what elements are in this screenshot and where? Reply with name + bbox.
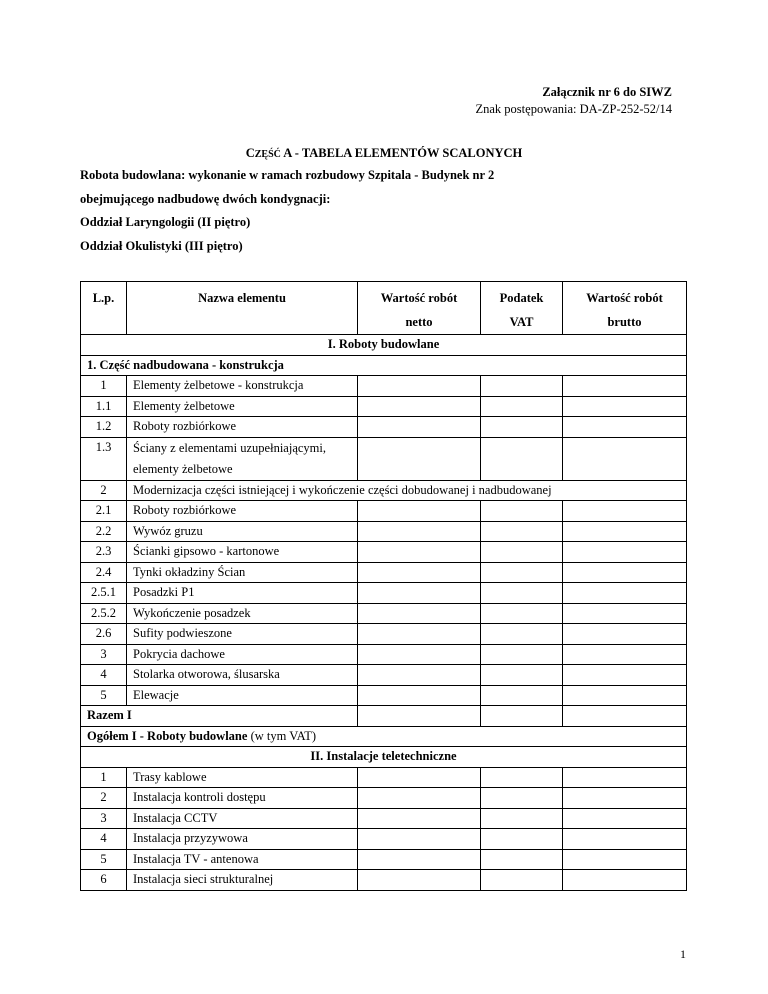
net-value-cell (358, 603, 481, 624)
gross-value-cell (563, 644, 687, 665)
net-value-cell (358, 501, 481, 522)
gross-value-cell (563, 849, 687, 870)
row-name: Roboty rozbiórkowe (127, 501, 358, 522)
row-lp: 1 (81, 767, 127, 788)
header-lp: L.p. (81, 282, 127, 335)
vat-cell (481, 603, 563, 624)
table-row (81, 562, 687, 583)
title-small-caps: ZĘŚĆ (254, 149, 281, 160)
gross-value-cell (563, 603, 687, 624)
net-value-cell (358, 396, 481, 417)
row-name: Elewacje (127, 685, 358, 706)
elements-table (80, 281, 687, 891)
table-row (81, 603, 687, 624)
header-net: Wartość robót netto (358, 282, 481, 335)
vat-cell (481, 542, 563, 563)
net-value-cell (358, 849, 481, 870)
net-value-cell (358, 808, 481, 829)
row-name: Ścianki gipsowo - kartonowe (127, 542, 358, 563)
row-lp: 1.2 (81, 417, 127, 438)
vat-cell (481, 583, 563, 604)
gross-value-cell (563, 665, 687, 686)
table-row (81, 767, 687, 788)
row-name: Instalacja TV - antenowa (127, 849, 358, 870)
vat-cell (481, 521, 563, 542)
gross-value-cell (563, 417, 687, 438)
title-first-letter: C (245, 146, 255, 160)
gross-value-cell (563, 501, 687, 522)
vat-cell (481, 562, 563, 583)
row-name: Elementy żelbetowe - konstrukcja (127, 376, 358, 397)
row-name: Trasy kablowe (127, 767, 358, 788)
net-value-cell (358, 417, 481, 438)
table-row (81, 665, 687, 686)
header-gross: Wartość robót brutto (563, 282, 687, 335)
gross-value-cell (563, 437, 687, 480)
section-title: I. Roboty budowlane (81, 335, 687, 356)
net-value-cell (358, 706, 481, 727)
table-row (81, 644, 687, 665)
attachment-label: Załącznik nr 6 do SIWZ (542, 85, 672, 99)
row-name: Posadzki P1 (127, 583, 358, 604)
row-lp: 2.6 (81, 624, 127, 645)
gross-value-cell (563, 808, 687, 829)
row-name: Tynki okładziny Ścian (127, 562, 358, 583)
row-name: Wywóz gruzu (127, 521, 358, 542)
table-row (81, 376, 687, 397)
vat-cell (481, 437, 563, 480)
net-value-cell (358, 685, 481, 706)
table-row (81, 417, 687, 438)
row-name: Instalacja przyzywowa (127, 829, 358, 850)
header-name: Nazwa elementu (127, 282, 358, 335)
row-name: Instalacja sieci strukturalnej (127, 870, 358, 891)
row-name: Roboty rozbiórkowe (127, 417, 358, 438)
row-lp: 2.3 (81, 542, 127, 563)
vat-cell (481, 808, 563, 829)
row-name: Modernizacja części istniejącej i wykończenie części dobudowanej i nadbudowanej (127, 480, 687, 501)
section-title: II. Instalacje teletechniczne (81, 747, 687, 768)
gross-value-cell (563, 583, 687, 604)
row-name: Ściany z elementami uzupełniającymi, elementy żelbetowe (127, 437, 358, 480)
row-lp: 2 (81, 788, 127, 809)
row-lp: 1 (81, 376, 127, 397)
table-header-row (81, 282, 687, 335)
net-value-cell (358, 644, 481, 665)
description-line-3: Oddział Laryngologii (II piętro) (80, 215, 251, 229)
net-value-cell (358, 542, 481, 563)
description-line-2: obejmującego nadbudowę dwóch kondygnacji: (80, 191, 331, 206)
table-row (81, 542, 687, 563)
gross-value-cell (563, 376, 687, 397)
net-value-cell (358, 788, 481, 809)
overall-label: Ogółem I - Roboty budowlane (w tym VAT) (81, 726, 687, 747)
row-name: Stolarka otworowa, ślusarska (127, 665, 358, 686)
row-lp: 3 (81, 808, 127, 829)
vat-cell (481, 624, 563, 645)
description-line-1: Robota budowlana: wykonanie w ramach rozbudowy Szpitala - Budynek nr 2 (80, 168, 495, 182)
project-description (80, 164, 494, 258)
table-row (81, 396, 687, 417)
table-row (81, 808, 687, 829)
group-row (81, 355, 687, 376)
vat-cell (481, 644, 563, 665)
net-value-cell (358, 376, 481, 397)
row-lp: 2.1 (81, 501, 127, 522)
gross-value-cell (563, 624, 687, 645)
section-row (81, 335, 687, 356)
attachment-header (476, 84, 673, 118)
page-number: 1 (680, 947, 686, 961)
row-lp: 2 (81, 480, 127, 501)
row-name: Instalacja CCTV (127, 808, 358, 829)
table-row (81, 829, 687, 850)
row-lp: 5 (81, 685, 127, 706)
row-lp: 2.2 (81, 521, 127, 542)
table-row (81, 788, 687, 809)
table-row (81, 870, 687, 891)
row-name: Instalacja kontroli dostępu (127, 788, 358, 809)
table-row (81, 501, 687, 522)
row-lp: 1.3 (81, 437, 127, 480)
description-line-4: Oddział Okulistyki (III piętro) (80, 238, 243, 253)
total-label: Razem I (81, 706, 358, 727)
gross-value-cell (563, 829, 687, 850)
vat-cell (481, 849, 563, 870)
row-name: Sufity podwieszone (127, 624, 358, 645)
vat-cell (481, 829, 563, 850)
net-value-cell (358, 437, 481, 480)
reference-number: Znak postępowania: DA-ZP-252-52/14 (475, 102, 672, 116)
title-rest: A - TABELA ELEMENTÓW SCALONYCH (280, 146, 523, 160)
vat-cell (481, 396, 563, 417)
vat-cell (481, 501, 563, 522)
table-row (81, 685, 687, 706)
row-lp: 2.4 (81, 562, 127, 583)
gross-value-cell (563, 767, 687, 788)
section-row (81, 747, 687, 768)
row-lp: 3 (81, 644, 127, 665)
gross-value-cell (563, 706, 687, 727)
gross-value-cell (563, 788, 687, 809)
net-value-cell (358, 583, 481, 604)
vat-cell (481, 870, 563, 891)
net-value-cell (358, 521, 481, 542)
vat-cell (481, 706, 563, 727)
row-lp: 5 (81, 849, 127, 870)
net-value-cell (358, 665, 481, 686)
gross-value-cell (563, 562, 687, 583)
vat-cell (481, 788, 563, 809)
gross-value-cell (563, 396, 687, 417)
row-name: Elementy żelbetowe (127, 396, 358, 417)
vat-cell (481, 665, 563, 686)
row-lp: 2.5.1 (81, 583, 127, 604)
vat-cell (481, 417, 563, 438)
row-lp: 4 (81, 665, 127, 686)
total-row (81, 706, 687, 727)
row-lp: 6 (81, 870, 127, 891)
net-value-cell (358, 767, 481, 788)
net-value-cell (358, 624, 481, 645)
table-row (81, 583, 687, 604)
net-value-cell (358, 870, 481, 891)
vat-cell (481, 376, 563, 397)
gross-value-cell (563, 542, 687, 563)
row-lp: 4 (81, 829, 127, 850)
gross-value-cell (563, 870, 687, 891)
row-lp: 2.5.2 (81, 603, 127, 624)
net-value-cell (358, 829, 481, 850)
table-row (81, 849, 687, 870)
table-row (81, 624, 687, 645)
table-row (81, 480, 687, 501)
vat-cell (481, 767, 563, 788)
overall-row (81, 726, 687, 747)
header-vat: Podatek VAT (481, 282, 563, 335)
row-name: Wykończenie posadzek (127, 603, 358, 624)
row-lp: 1.1 (81, 396, 127, 417)
table-row (81, 521, 687, 542)
gross-value-cell (563, 685, 687, 706)
table-row (81, 437, 687, 480)
row-name: Pokrycia dachowe (127, 644, 358, 665)
group-title: 1. Część nadbudowana - konstrukcja (81, 355, 687, 376)
document-title (0, 146, 768, 161)
vat-cell (481, 685, 563, 706)
gross-value-cell (563, 521, 687, 542)
net-value-cell (358, 562, 481, 583)
